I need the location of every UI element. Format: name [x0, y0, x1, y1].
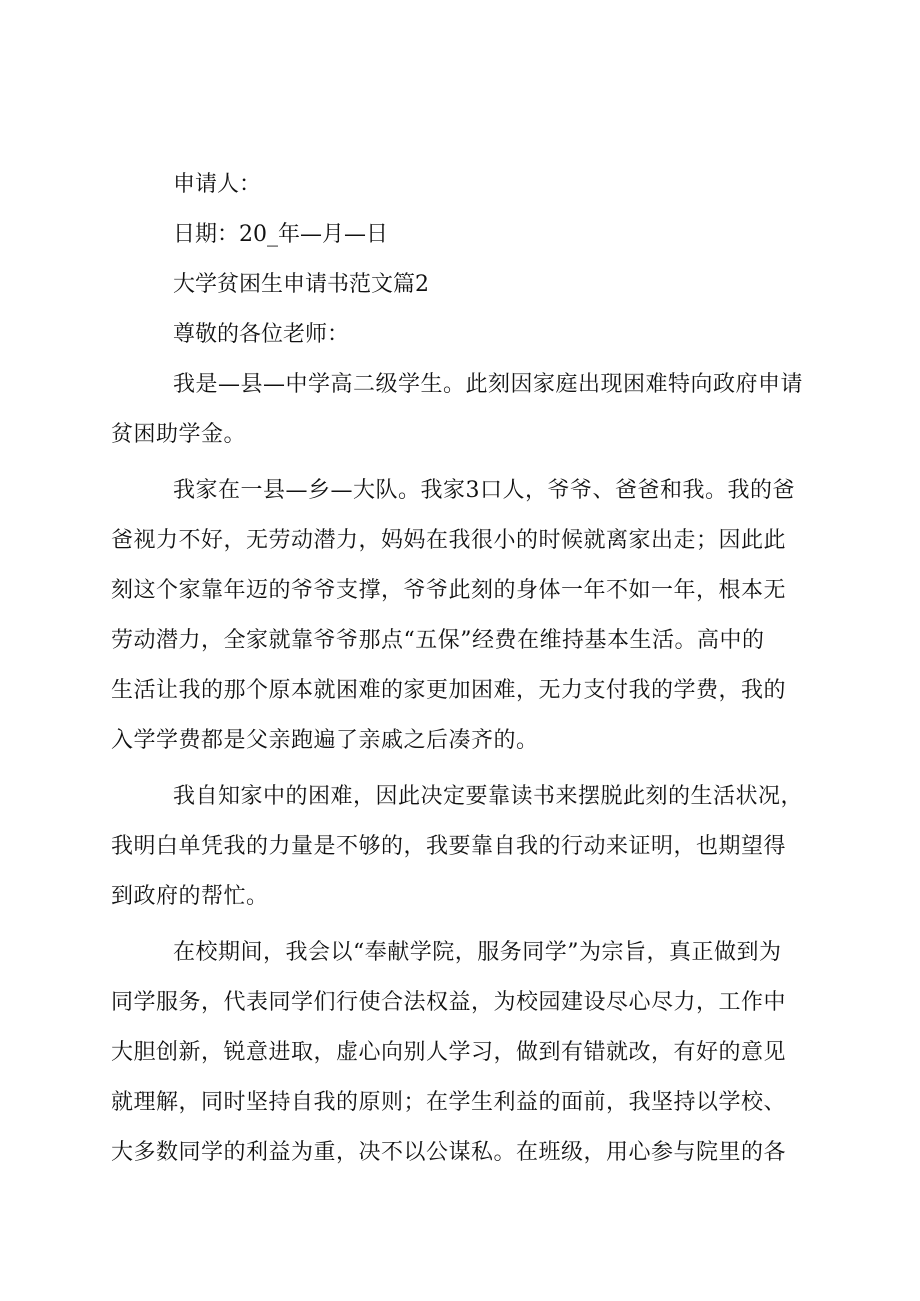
paragraph-line: 贫困助学金。 [111, 422, 247, 447]
salutation: 尊敬的各位老师： [173, 322, 350, 347]
paragraph-line: 我自知家中的困难，因此决定要靠读书来摆脱此刻的生活状况， [173, 784, 804, 809]
paragraph-line: 劳动潜力，全家就靠爷爷那点“五保”经费在维持基本生活。高中的 [111, 628, 765, 653]
section-title: 大学贫困生申请书范文篇2 [173, 272, 429, 297]
paragraph-4 [111, 936, 823, 1170]
paragraph-line: 在校期间，我会以“奉献学院，服务同学”为宗旨，真正做到为 [173, 940, 782, 965]
paragraph-line: 爸视力不好，无劳动潜力，妈妈在我很小的时候就离家出走；因此此 [111, 528, 787, 553]
paragraph-line: 入学学费都是父亲跑遍了亲戚之后凑齐的。 [111, 728, 539, 753]
paragraph-line: 我明白单凭我的力量是不够的，我要靠自我的行动来证明，也期望得 [111, 834, 787, 859]
paragraph-line: 我是—县—中学高二级学生。此刻因家庭出现困难特向政府申请 [173, 372, 804, 397]
applicant-label: 申请人： [173, 172, 262, 197]
paragraph-line: 大胆创新，锐意进取，虚心向别人学习，做到有错就改，有好的意见 [111, 1040, 787, 1065]
paragraph-line: 刻这个家靠年迈的爷爷支撑，爷爷此刻的身体一年不如一年，根本无 [111, 578, 787, 603]
paragraph-line: 大多数同学的利益为重，决不以公谋私。在班级，用心参与院里的各 [111, 1140, 787, 1165]
paragraph-line: 同学服务，代表同学们行使合法权益，为校园建设尽心尽力，工作中 [111, 990, 787, 1015]
paragraph-line: 到政府的帮忙。 [111, 884, 269, 909]
paragraph-line: 就理解，同时坚持自我的原则；在学生利益的面前，我坚持以学校、 [111, 1090, 787, 1115]
paragraph-line: 我家在一县—乡—大队。我家3口人，爷爷、爸爸和我。我的爸 [173, 478, 795, 503]
paragraph-1 [111, 368, 823, 452]
paragraph-line: 生活让我的那个原本就困难的家更加困难，无力支付我的学费，我的 [111, 678, 787, 703]
document-body [111, 168, 823, 1192]
paragraph-2 [111, 474, 823, 758]
paragraph-3 [111, 780, 823, 914]
date-label: 日期：20_年—月—日 [173, 222, 388, 247]
